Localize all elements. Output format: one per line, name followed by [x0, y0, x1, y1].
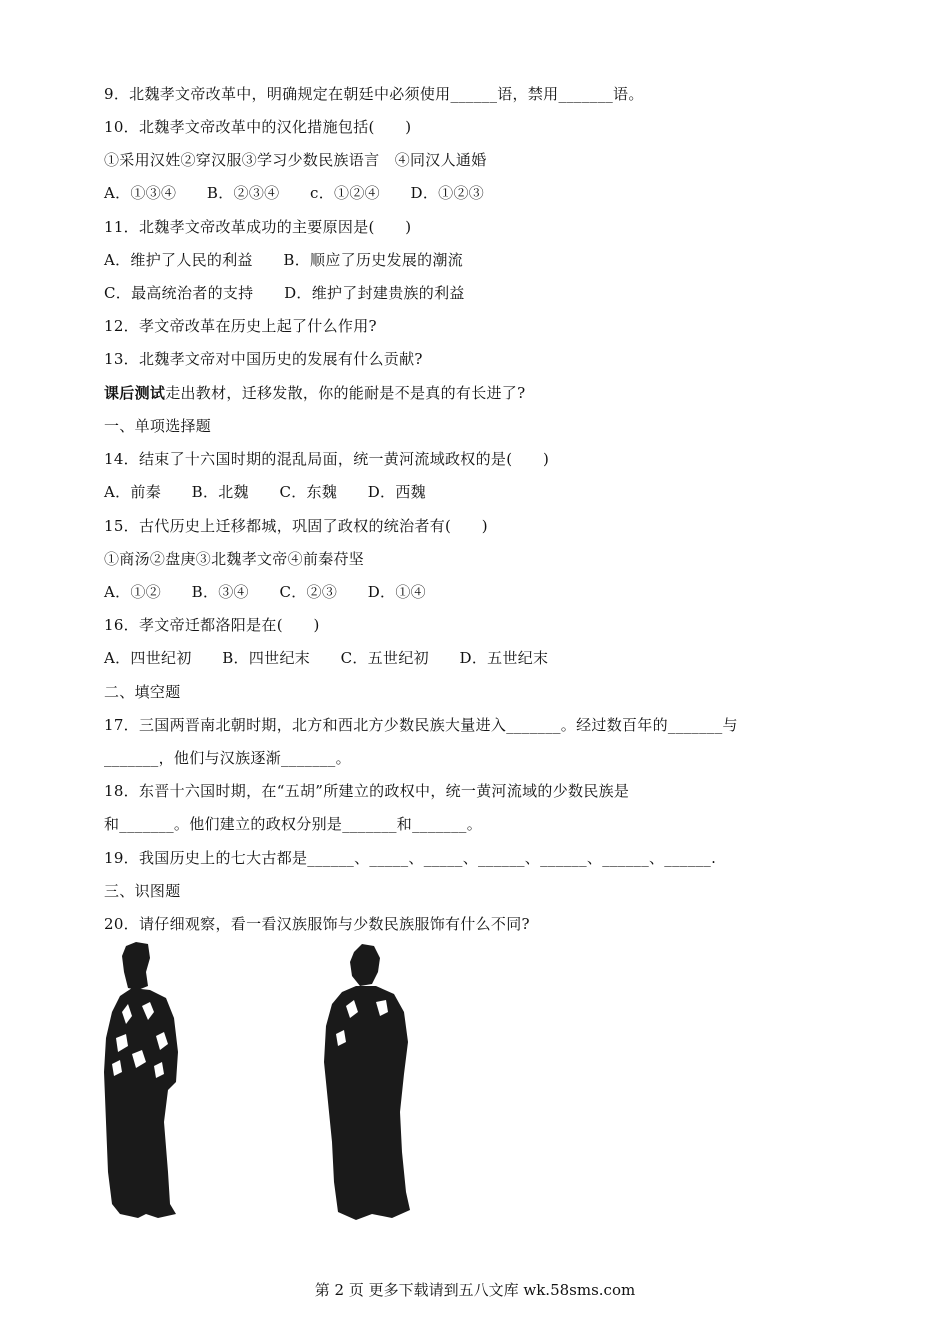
question-20: 20．请仔细观察，看一看汉族服饰与少数民族服饰有什么不同? [104, 915, 530, 933]
question-10: 10．北魏孝文帝改革中的汉化措施包括( ) [104, 118, 412, 136]
question-15-items: ①商汤②盘庚③北魏孝文帝④前秦苻坚 [104, 550, 365, 568]
question-11: 11．北魏孝文帝改革成功的主要原因是( ) [104, 218, 412, 236]
question-10-items: ①采用汉姓②穿汉服③学习少数民族语言 ④同汉人通婚 [104, 151, 487, 169]
question-9: 9．北魏孝文帝改革中，明确规定在朝廷中必须使用______语，禁用_______语。 [104, 85, 644, 103]
question-18-cont: 和_______。他们建立的政权分别是_______和_______。 [104, 815, 483, 833]
part-1-heading: 一、单项选择题 [104, 417, 212, 435]
question-11-options-cd: C．最高统治者的支持 D．维护了封建贵族的利益 [104, 284, 465, 302]
han-figurine-image [98, 942, 194, 1224]
question-15-options: A．①② B．③④ C．②③ D．①④ [104, 583, 426, 601]
question-14-options: A．前秦 B．北魏 C．东魏 D．西魏 [104, 483, 426, 501]
question-18: 18．东晋十六国时期，在“五胡”所建立的政权中，统一黄河流域的少数民族是 [104, 782, 630, 800]
question-15: 15．古代历史上迁移都城，巩固了政权的统治者有( ) [104, 517, 488, 535]
section-header-rest: 走出教材，迁移发散，你的能耐是不是真的有长进了? [165, 384, 526, 402]
section-header-bold: 课后测试 [104, 384, 166, 402]
section-header [104, 383, 525, 403]
question-14: 14．结束了十六国时期的混乱局面，统一黄河流域政权的是( ) [104, 450, 550, 468]
question-17: 17．三国两晋南北朝时期，北方和西北方少数民族大量进入_______。经过数百年的_______与 [104, 716, 738, 734]
part-2-heading: 二、填空题 [104, 683, 181, 701]
question-11-options-ab: A．维护了人民的利益 B．顺应了历史发展的潮流 [104, 251, 464, 269]
question-16-options: A．四世纪初 B．四世纪末 C．五世纪初 D．五世纪末 [104, 649, 549, 667]
question-12: 12．孝文帝改革在历史上起了什么作用? [104, 317, 377, 335]
question-13: 13．北魏孝文帝对中国历史的发展有什么贡献? [104, 350, 423, 368]
minority-figurine-image [316, 942, 420, 1224]
part-3-heading: 三、识图题 [104, 882, 181, 900]
question-10-options: A．①③④ B．②③④ c．①②④ D．①②③ [104, 184, 485, 202]
question-16: 16．孝文帝迁都洛阳是在( ) [104, 616, 320, 634]
page-footer: 第 2 页 更多下载请到五八文库 wk.58sms.com [314, 1281, 636, 1299]
question-19: 19．我国历史上的七大古都是______、_____、_____、______、______、______、______. [104, 849, 717, 867]
question-17-cont: _______，他们与汉族逐渐_______。 [104, 749, 351, 767]
